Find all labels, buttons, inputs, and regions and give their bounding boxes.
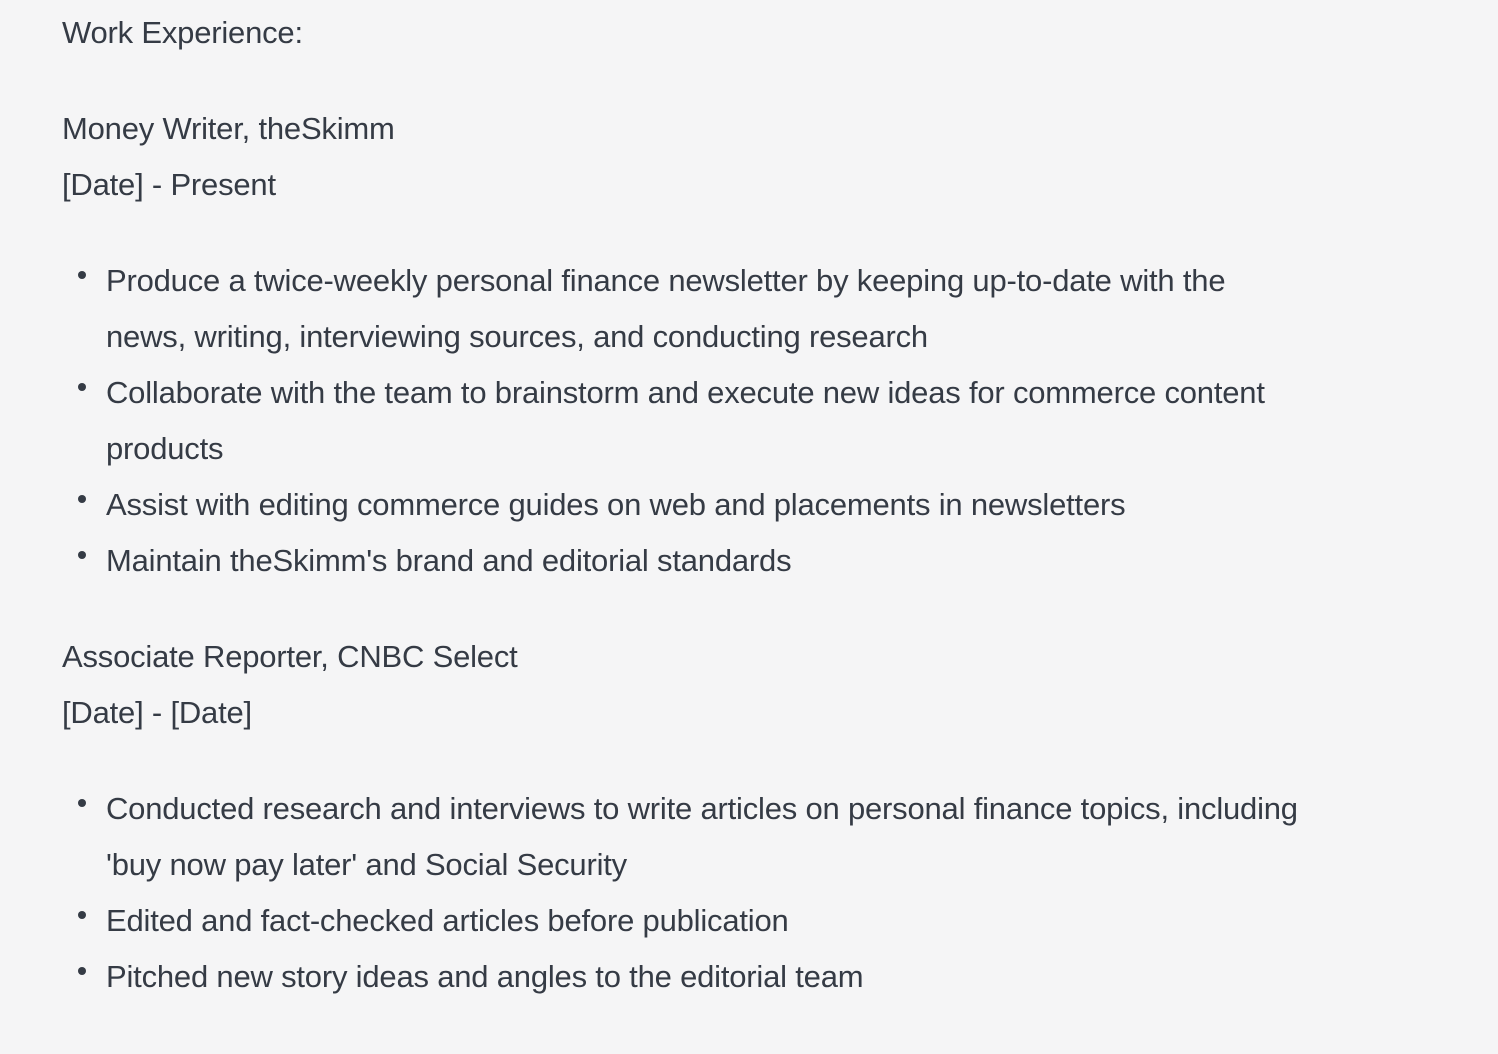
bullet-item — [106, 477, 1438, 533]
bullet-item — [106, 781, 1438, 893]
bullet-icon — [78, 495, 86, 503]
bullet-line: Collaborate with the team to brainstorm and execute new ideas for commerce content — [106, 375, 1265, 410]
job-dates: [Date] - Present — [62, 167, 276, 202]
bullet-item — [106, 365, 1438, 477]
bullet-icon — [78, 551, 86, 559]
job-dates: [Date] - [Date] — [62, 695, 252, 730]
section-heading — [62, 5, 1438, 61]
bullet-icon — [78, 383, 86, 391]
bullet-icon — [78, 967, 86, 975]
bullet-line: Edited and fact-checked articles before publication — [106, 903, 789, 938]
bullet-icon — [78, 911, 86, 919]
bullet-line: Conducted research and interviews to write articles on personal finance topics, including — [106, 791, 1298, 826]
bullet-list — [62, 781, 1438, 1005]
bullet-item — [106, 949, 1438, 1005]
bullet-icon — [78, 271, 86, 279]
bullet-item — [106, 253, 1438, 365]
job-title: Money Writer, theSkimm — [62, 111, 395, 146]
job-header — [62, 101, 1438, 213]
bullet-line: Pitched new story ideas and angles to the editorial team — [106, 959, 864, 994]
bullet-line: products — [106, 431, 224, 466]
bullet-line: Produce a twice-weekly personal finance newsletter by keeping up-to-date with the — [106, 263, 1226, 298]
bullet-icon — [78, 799, 86, 807]
section-heading-text: Work Experience: — [62, 15, 303, 50]
job-header — [62, 629, 1438, 741]
job-title: Associate Reporter, CNBC Select — [62, 639, 518, 674]
bullet-list — [62, 253, 1438, 589]
bullet-line: Assist with editing commerce guides on web and placements in newsletters — [106, 487, 1126, 522]
bullet-line: news, writing, interviewing sources, and conducting research — [106, 319, 928, 354]
bullet-line: Maintain theSkimm's brand and editorial standards — [106, 543, 792, 578]
bullet-item — [106, 893, 1438, 949]
bullet-line: 'buy now pay later' and Social Security — [106, 847, 627, 882]
bullet-item — [106, 533, 1438, 589]
